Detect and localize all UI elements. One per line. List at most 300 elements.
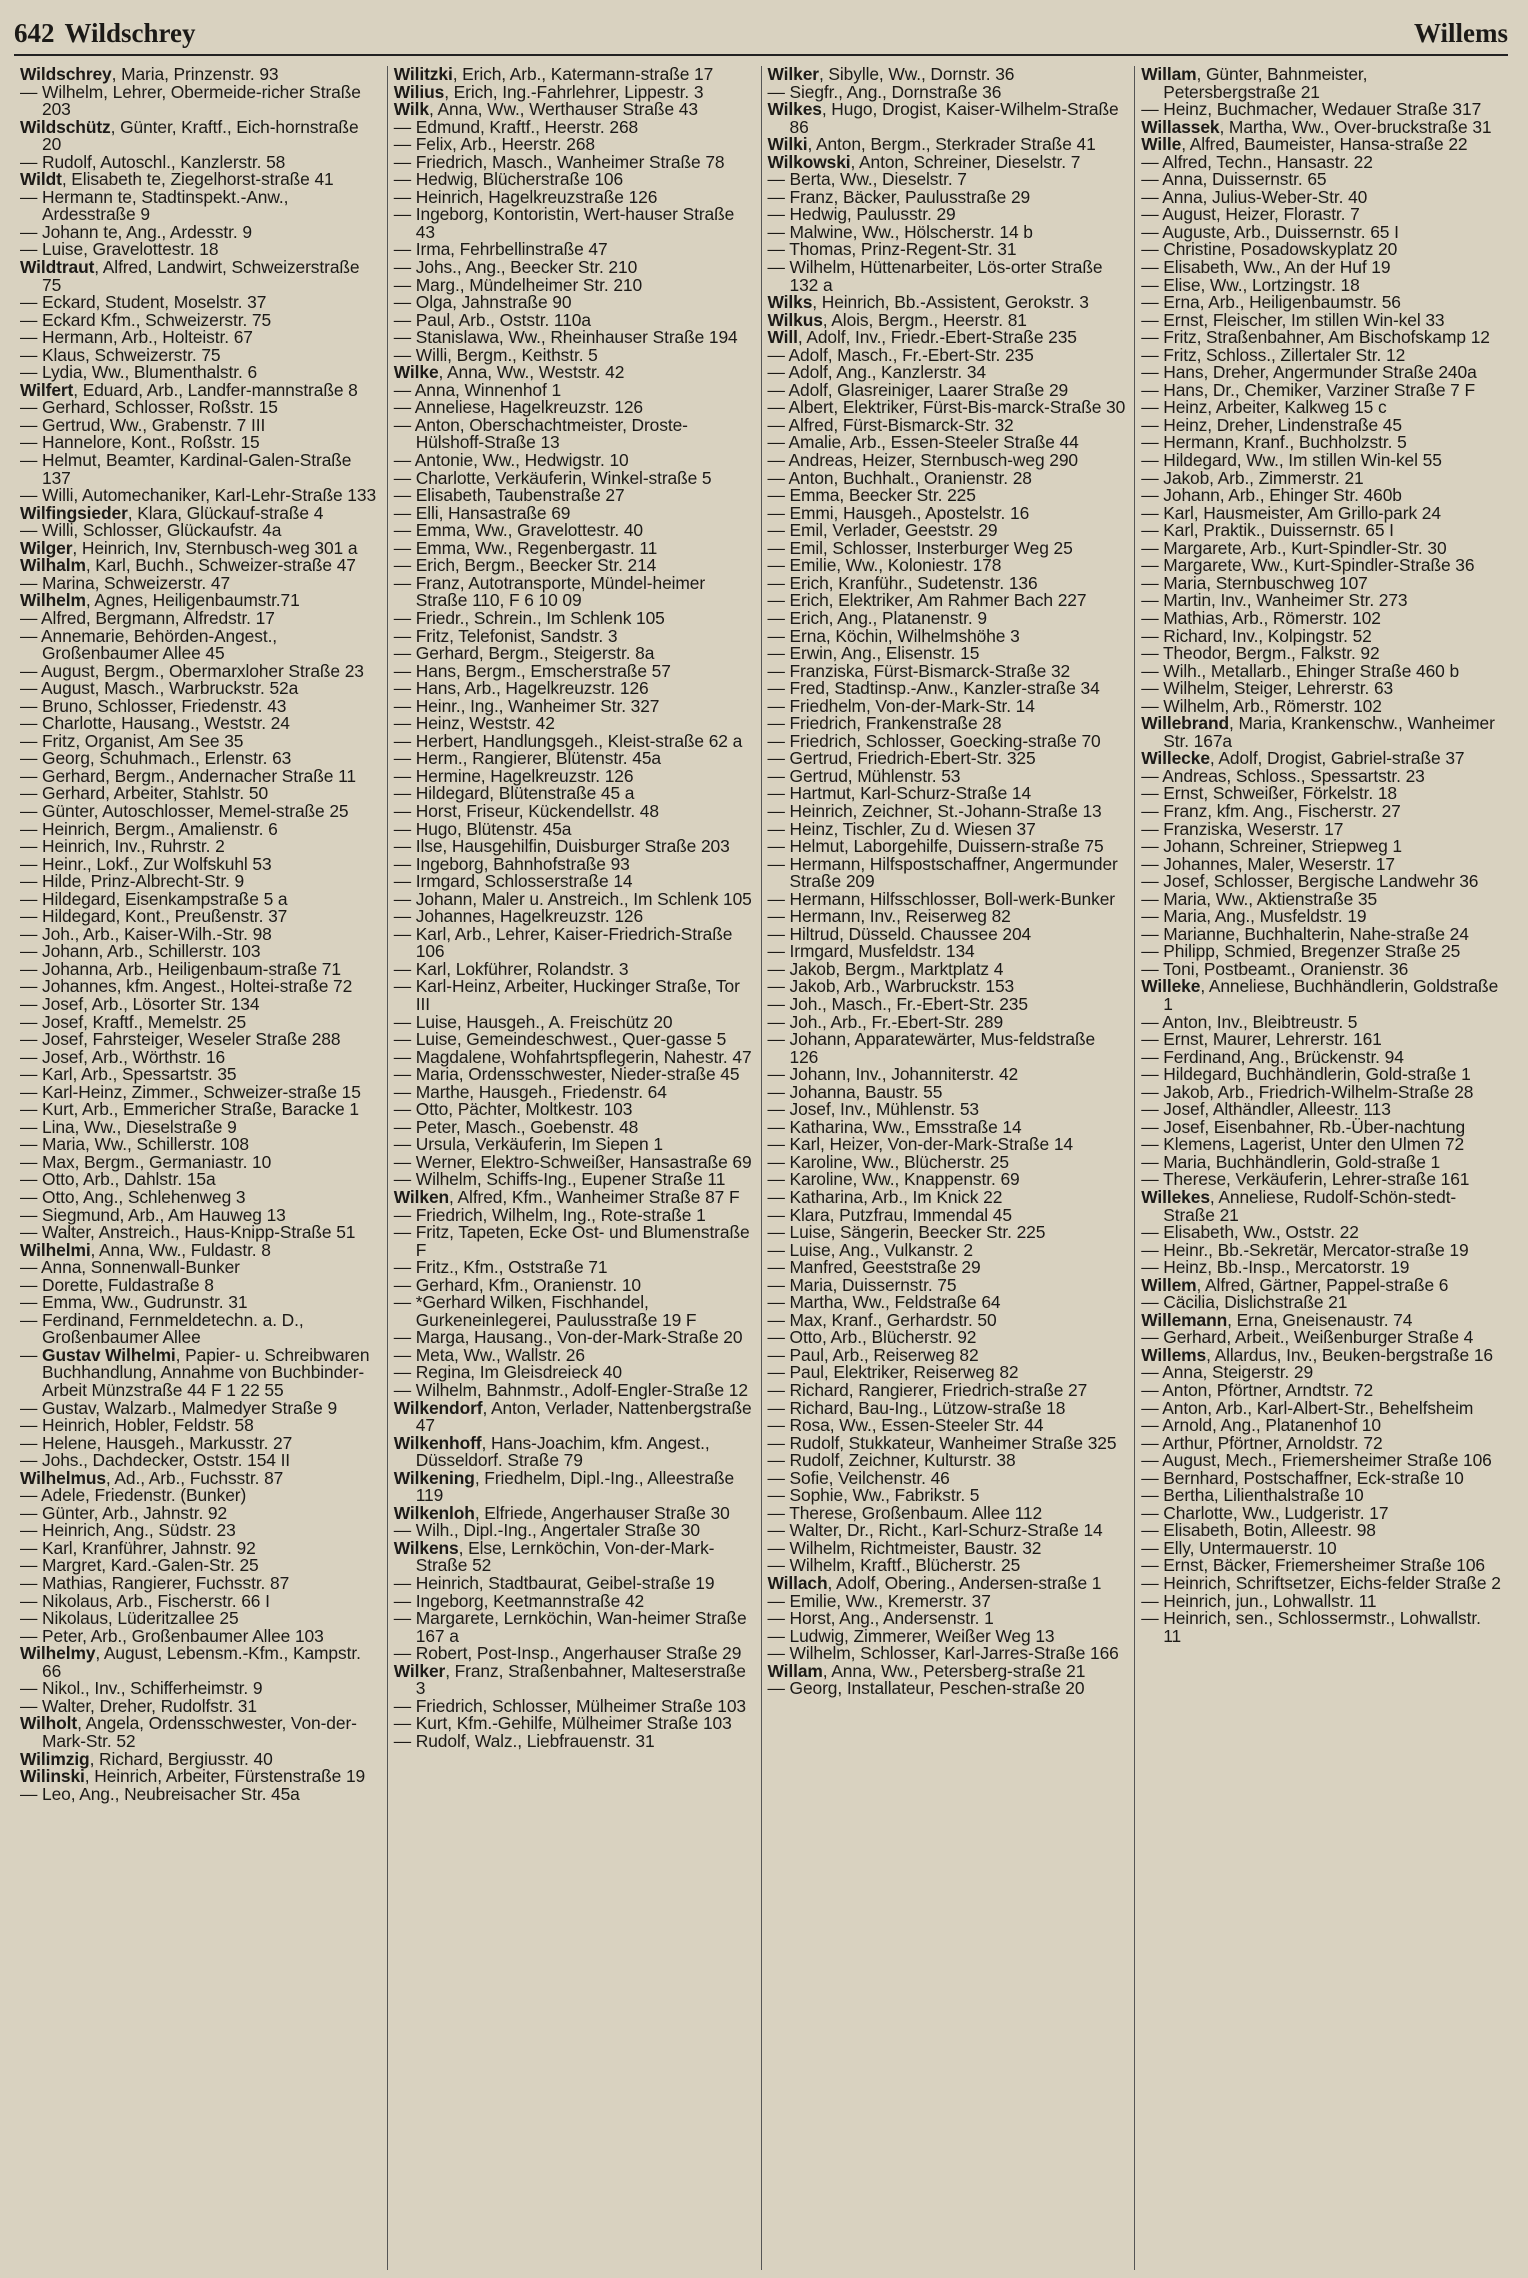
directory-entry: Willekes, Anneliese, Rudolf-Schön-stedt-Straße 21 <box>1141 1187 1457 1225</box>
directory-entry: Willeke, Anneliese, Buchhändlerin, Goldstraße 1 <box>1141 976 1499 1014</box>
entry-surname: Wilki <box>767 134 808 155</box>
directory-entry: Wilhelmi, Anna, Ww., Fuldastr. 8 <box>20 1239 271 1260</box>
directory-entry: — Hans, Dr., Chemiker, Varziner Straße 7 F <box>1141 379 1475 400</box>
entry-surname: Willemann <box>1141 1309 1228 1330</box>
directory-entry: Wilimzig, Richard, Bergiusstr. 40 <box>20 1748 273 1769</box>
directory-entry: — Hermann, Kranf., Buchholzstr. 5 <box>1141 432 1407 453</box>
directory-entry: — Luise, Hausgeh., A. Freischütz 20 <box>393 1011 673 1032</box>
directory-entry: Wille, Alfred, Baumeister, Hansa-straße 22 <box>1141 134 1468 155</box>
directory-entry: — Fritz, Straßenbahner, Am Bischofskamp 12 <box>1141 327 1490 348</box>
directory-entry: — Marianne, Buchhalterin, Nahe-straße 24 <box>1141 923 1469 944</box>
directory-entry: — Josef, Eisenbahner, Rb.-Über-nachtung <box>1141 1116 1466 1137</box>
directory-entry: — Therese, Verkäuferin, Lehrer-straße 161 <box>1141 1169 1470 1190</box>
directory-entry: — Klaus, Schweizerstr. 75 <box>20 344 221 365</box>
entry-surname: Wilhelmy <box>20 1643 96 1664</box>
directory-entry: — Karl-Heinz, Arbeiter, Huckinger Straße, Tor III <box>393 976 740 1014</box>
directory-entry: — Jakob, Arb., Zimmerstr. 21 <box>1141 467 1364 488</box>
entry-surname: Wilkenloh <box>393 1502 475 1523</box>
directory-entry: Wilhelm, Agnes, Heiligenbaumstr.71 <box>20 590 300 611</box>
directory-entry: — Willi, Schlosser, Glückaufstr. 4a <box>20 520 282 541</box>
directory-entry: — Mathias, Arb., Römerstr. 102 <box>1141 607 1381 628</box>
directory-entry: Wilke, Anna, Ww., Weststr. 42 <box>393 362 625 383</box>
directory-entry: — Andreas, Schloss., Spessartstr. 23 <box>1141 765 1425 786</box>
directory-entry: — Rudolf, Autoschl., Kanzlerstr. 58 <box>20 151 286 172</box>
directory-entry: Wilkus, Alois, Bergm., Heerstr. 81 <box>767 309 1027 330</box>
directory-entry: — Hildegard, Blütenstraße 45 a <box>393 783 635 804</box>
directory-entry: — Klemens, Lagerist, Unter den Ulmen 72 <box>1141 1134 1465 1155</box>
directory-entry: — Maria, Duissernstr. 75 <box>767 1274 957 1295</box>
directory-entry: — Helmut, Laborgehilfe, Duissern-straße 75 <box>767 836 1104 857</box>
directory-entry: Wilkenloh, Elfriede, Angerhauser Straße 30 <box>393 1502 730 1523</box>
entry-surname: Willam <box>1141 66 1197 84</box>
directory-entry: — Johann, Arb., Ehinger Str. 460b <box>1141 485 1402 506</box>
directory-entry: — Edmund, Kraftf., Heerstr. 268 <box>393 116 639 137</box>
directory-entry: Wilki, Anton, Bergm., Sterkrader Straße 41 <box>767 134 1096 155</box>
directory-entry: — Bruno, Schlosser, Friedenstr. 43 <box>20 695 287 716</box>
header-left <box>14 18 196 49</box>
directory-entry: — Nikol., Inv., Schifferheimstr. 9 <box>20 1678 263 1699</box>
directory-entry: Willach, Adolf, Obering., Andersen-straße 1 <box>767 1573 1102 1594</box>
directory-entry: — Wilhelm, Richtmeister, Baustr. 32 <box>767 1537 1042 1558</box>
directory-entry: — Heinrich, Inv., Ruhrstr. 2 <box>20 836 225 857</box>
directory-entry: Willecke, Adolf, Drogist, Gabriel-straße 37 <box>1141 748 1465 769</box>
directory-entry: — Johann, Schreiner, Striepweg 1 <box>1141 836 1402 857</box>
directory-entry: — Manfred, Geeststraße 29 <box>767 1257 981 1278</box>
directory-entry: — Franz, kfm. Ang., Fischerstr. 27 <box>1141 800 1401 821</box>
directory-entry: — Alfred, Techn., Hansastr. 22 <box>1141 151 1373 172</box>
directory-entry: — Ursula, Verkäuferin, Im Siepen 1 <box>393 1134 663 1155</box>
directory-entry: — Wilh., Dipl.-Ing., Angertaler Straße 30 <box>393 1520 700 1541</box>
entry-surname: Wilkening <box>393 1467 475 1488</box>
directory-entry: — Adolf, Masch., Fr.-Ebert-Str. 235 <box>767 344 1034 365</box>
directory-entry: — Cäcilia, Dislichstraße 21 <box>1141 1292 1348 1313</box>
directory-entry: — Eckard Kfm., Schweizerstr. 75 <box>20 309 272 330</box>
directory-entry: Wildtraut, Alfred, Landwirt, Schweizerstraße 75 <box>20 257 360 295</box>
entry-surname: Wildt <box>20 169 62 190</box>
directory-entry: — Heinrich, Schriftsetzer, Eichs-felder Straße 2 <box>1141 1573 1501 1594</box>
directory-entry: — Nikolaus, Arb., Fischerstr. 66 I <box>20 1590 270 1611</box>
directory-entry: — Gustav Wilhelmi, Papier- u. Schreibwaren Buchhandlung, Annahme von Buchbinder-Arbeit Münzstraße 44 F 1 22 55 <box>20 1344 370 1401</box>
directory-entry: — Charlotte, Hausang., Weststr. 24 <box>20 713 290 734</box>
directory-entry: — Erich, Bergm., Beecker Str. 214 <box>393 555 657 576</box>
directory-entry: — Gerhard, Bergm., Andernacher Straße 11 <box>20 765 356 786</box>
directory-entry: — Gerhard, Arbeit., Weißenburger Straße 4 <box>1141 1327 1474 1348</box>
directory-entry: — Anna, Sonnenwall-Bunker <box>20 1257 240 1278</box>
directory-entry: — Luise, Sängerin, Beecker Str. 225 <box>767 1222 1046 1243</box>
directory-entry: Wilhelmy, August, Lebensm.-Kfm., Kampstr. 66 <box>20 1643 361 1681</box>
directory-entry: Willassek, Martha, Ww., Over-bruckstraße 31 <box>1141 116 1492 137</box>
directory-entry: — Nikolaus, Lüderitzallee 25 <box>20 1608 239 1629</box>
directory-entry: — Georg, Schuhmach., Erlenstr. 63 <box>20 748 292 769</box>
directory-entry: — Herm., Rangierer, Blütenstr. 45a <box>393 748 661 769</box>
directory-entry: — Hans, Bergm., Emscherstraße 57 <box>393 660 671 681</box>
directory-entry: — Erich, Elektriker, Am Rahmer Bach 227 <box>767 590 1087 611</box>
directory-entry: — Johann, Apparatewärter, Mus-feldstraße 126 <box>767 1029 1096 1067</box>
directory-entry: — Kurt, Arb., Emmericher Straße, Baracke 1 <box>20 1099 359 1120</box>
directory-entry: — Erwin, Ang., Elisenstr. 15 <box>767 643 980 664</box>
entry-surname: Gustav Wilhelmi <box>42 1344 176 1365</box>
directory-entry: — Ludwig, Zimmerer, Weißer Weg 13 <box>767 1625 1055 1646</box>
directory-entry: — Willi, Automechaniker, Karl-Lehr-Straße 133 <box>20 485 377 506</box>
directory-entry: — Josef, Schlosser, Bergische Landwehr 36 <box>1141 871 1479 892</box>
entry-surname: Wildschrey <box>20 66 112 84</box>
directory-entry: — Richard, Inv., Kolpingstr. 52 <box>1141 625 1372 646</box>
directory-entry: — Gerhard, Schlosser, Roßstr. 15 <box>20 397 278 418</box>
directory-entry: — Siegfr., Ang., Dornstraße 36 <box>767 81 1002 102</box>
directory-entry: Wildschrey, Maria, Prinzenstr. 93 <box>20 66 279 84</box>
directory-entry: — Charlotte, Ww., Ludgeristr. 17 <box>1141 1502 1389 1523</box>
directory-entry: — Heinrich, Bergm., Amalienstr. 6 <box>20 818 278 839</box>
directory-entry: — Friedr., Schrein., Im Schlenk 105 <box>393 607 665 628</box>
directory-entry: — Karoline, Ww., Blücherstr. 25 <box>767 1151 1009 1172</box>
directory-entry: — Günter, Autoschlosser, Memel-straße 25 <box>20 800 349 821</box>
directory-entry: — Lina, Ww., Dieselstraße 9 <box>20 1116 237 1137</box>
directory-entry: — Joh., Arb., Kaiser-Wilh.-Str. 98 <box>20 923 272 944</box>
directory-entry: — Walter, Dr., Richt., Karl-Schurz-Straße 14 <box>767 1520 1103 1541</box>
directory-entry: — Peter, Arb., Großenbaumer Allee 103 <box>20 1625 324 1646</box>
directory-entry: — Friedhelm, Von-der-Mark-Str. 14 <box>767 695 1035 716</box>
directory-entry: — Alfred, Bergmann, Alfredstr. 17 <box>20 607 275 628</box>
directory-entry: — Anneliese, Hagelkreuzstr. 126 <box>393 397 643 418</box>
directory-entry: Wilkendorf, Anton, Verlader, Nattenbergstraße 47 <box>393 1397 752 1436</box>
entry-surname: Wilken <box>393 1187 450 1207</box>
directory-entry: — Karl, Kranführer, Jahnstr. 92 <box>20 1537 256 1558</box>
page-number: 642 <box>14 18 55 48</box>
directory-entry: — Rosa, Ww., Essen-Steeler Str. 44 <box>767 1415 1044 1436</box>
directory-entry: — Ferdinand, Fernmeldetechn. a. D., Großenbaumer Allee <box>20 1309 304 1348</box>
directory-entry: — Wilh., Metallarb., Ehinger Straße 460 b <box>1141 660 1460 681</box>
directory-entry: — Marina, Schweizerstr. 47 <box>20 572 231 593</box>
entry-surname: Wilkowski <box>767 151 851 172</box>
directory-entry: — August, Mech., Friemersheimer Straße 106 <box>1141 1450 1492 1471</box>
directory-entry: — *Gerhard Wilken, Fischhandel, Gurkeneinlegerei, Paulusstraße 19 F <box>393 1292 697 1330</box>
directory-entry: — Elisabeth, Ww., Oststr. 22 <box>1141 1222 1359 1243</box>
directory-entry: Wilker, Sibylle, Ww., Dornstr. 36 <box>767 66 1015 84</box>
directory-entry: — Irma, Fehrbellinstraße 47 <box>393 239 608 260</box>
entry-surname: Willebrand <box>1141 713 1229 734</box>
directory-entry: Willem, Alfred, Gärtner, Pappel-straße 6 <box>1141 1274 1449 1295</box>
directory-entry: — Johs., Dachdecker, Oststr. 154 II <box>20 1450 291 1471</box>
directory-entry: — Hermann, Hilfspostschaffner, Angermunder Straße 209 <box>767 853 1118 892</box>
entry-surname: Wilker <box>393 1660 446 1681</box>
column-2 <box>388 66 762 2270</box>
directory-entry: Will, Adolf, Inv., Friedr.-Ebert-Straße 235 <box>767 327 1077 348</box>
directory-entry: — Klara, Putzfrau, Immendal 45 <box>767 1204 1012 1225</box>
directory-entry: — Regina, Im Gleisdreieck 40 <box>393 1362 622 1383</box>
directory-entry: — Fritz, Organist, Am See 35 <box>20 730 244 751</box>
entry-surname: Willeke <box>1141 976 1201 997</box>
entry-surname: Wilkenhoff <box>393 1432 482 1453</box>
directory-entry: Wilger, Heinrich, Inv, Sternbusch-weg 301 a <box>20 537 358 558</box>
directory-entry: — Josef, Arb., Wörthstr. 16 <box>20 1046 226 1067</box>
directory-entry: Wildt, Elisabeth te, Ziegelhorst-straße 41 <box>20 169 334 190</box>
directory-entry: Wilhalm, Karl, Buchh., Schweizer-straße 47 <box>20 555 356 576</box>
directory-entry: — Meta, Ww., Wallstr. 26 <box>393 1344 585 1365</box>
directory-entry: — Hedwig, Paulusstr. 29 <box>767 204 956 225</box>
directory-entry: — Fritz., Kfm., Oststraße 71 <box>393 1257 608 1278</box>
directory-entry: — Anton, Oberschachtmeister, Droste-Hülshoff-Straße 13 <box>393 414 688 453</box>
directory-entry: — Lydia, Ww., Blumenthalstr. 6 <box>20 362 258 383</box>
directory-entry: — Elly, Untermauerstr. 10 <box>1141 1537 1337 1558</box>
directory-entry: — Horst, Friseur, Kückendellstr. 48 <box>393 800 659 821</box>
directory-entry: — Annemarie, Behörden-Angest., Großenbaumer Allee 45 <box>20 625 278 664</box>
directory-entry: — Johannes, kfm. Angest., Holtei-straße 72 <box>20 976 353 997</box>
directory-entry: — Karl, Heizer, Von-der-Mark-Straße 14 <box>767 1134 1073 1155</box>
directory-entry: — Hilde, Prinz-Albrecht-Str. 9 <box>20 871 245 892</box>
directory-entry: — Irmgard, Schlosserstraße 14 <box>393 871 633 892</box>
directory-entry: — Jakob, Bergm., Marktplatz 4 <box>767 958 1004 979</box>
directory-entry: — Emmi, Hausgeh., Apostelstr. 16 <box>767 502 1030 523</box>
directory-entry: — Anton, Arb., Karl-Albert-Str., Behelfsheim <box>1141 1397 1474 1418</box>
directory-entry: — Erna, Köchin, Wilhelmshöhe 3 <box>767 625 1020 646</box>
directory-entry: — Otto, Pächter, Moltkestr. 103 <box>393 1099 633 1120</box>
directory-entry: — Johanna, Baustr. 55 <box>767 1081 943 1102</box>
directory-entry: — August, Masch., Warbruckstr. 52a <box>20 678 299 699</box>
directory-entry: — Fritz, Schloss., Zillertaler Str. 12 <box>1141 344 1406 365</box>
directory-entry: — Heinrich, Zeichner, St.-Johann-Straße 13 <box>767 800 1102 821</box>
directory-entry: — Emilie, Ww., Kremerstr. 37 <box>767 1590 991 1611</box>
directory-entry: — Max, Bergm., Germaniastr. 10 <box>20 1151 272 1172</box>
directory-entry: — Anna, Winnenhof 1 <box>393 379 562 400</box>
entry-surname: Wilfingsieder <box>20 502 128 523</box>
directory-entry: — Gerhard, Arbeiter, Stahlstr. 50 <box>20 783 269 804</box>
directory-entry: — Hans, Arb., Hagelkreuzstr. 126 <box>393 678 649 699</box>
directory-entry: Willam, Anna, Ww., Petersberg-straße 21 <box>767 1660 1086 1681</box>
directory-entry: — Wilhelm, Schiffs-Ing., Eupener Straße 11 <box>393 1169 726 1190</box>
directory-entry: — Franz, Autotransporte, Mündel-heimer Straße 110, F 6 10 09 <box>393 572 706 611</box>
directory-entry: Wilkenhoff, Hans-Joachim, kfm. Angest., Düsseldorf. Straße 79 <box>393 1432 710 1471</box>
directory-entry: — Elli, Hansastraße 69 <box>393 502 571 523</box>
directory-entry: — Theodor, Bergm., Falkstr. 92 <box>1141 643 1380 664</box>
directory-entry: — Paul, Elektriker, Reiserweg 82 <box>767 1362 1019 1383</box>
directory-entry: — Gerhard, Kfm., Oranienstr. 10 <box>393 1274 641 1295</box>
directory-entry: — Friedrich, Wilhelm, Ing., Rote-straße 1 <box>393 1204 706 1225</box>
directory-entry: Wilholt, Angela, Ordensschwester, Von-der-Mark-Str. 52 <box>20 1713 357 1751</box>
directory-entry: — Johann, Arb., Schillerstr. 103 <box>20 941 261 962</box>
directory-entry: — Magdalene, Wohfahrtspflegerin, Nahestr. 47 <box>393 1046 752 1067</box>
directory-entry: — Anton, Inv., Bleibtreustr. 5 <box>1141 1011 1358 1032</box>
entry-surname: Willem <box>1141 1274 1197 1295</box>
directory-entry: — Anton, Pförtner, Arndtstr. 72 <box>1141 1380 1374 1401</box>
directory-entry: — Gertrud, Mühlenstr. 53 <box>767 765 961 786</box>
directory-entry: Wilinski, Heinrich, Arbeiter, Fürstenstraße 19 <box>20 1766 366 1787</box>
directory-entry: — Margarete, Arb., Kurt-Spindler-Str. 30 <box>1141 537 1447 558</box>
directory-entry: — Hartmut, Karl-Schurz-Straße 14 <box>767 783 1032 804</box>
directory-entry: — Joh., Arb., Fr.-Ebert-Str. 289 <box>767 1011 1004 1032</box>
directory-entry: — Robert, Post-Insp., Angerhauser Straße 29 <box>393 1643 742 1664</box>
directory-entry: — Siegmund, Arb., Am Hauweg 13 <box>20 1204 286 1225</box>
directory-entry: — Paul, Arb., Reiserweg 82 <box>767 1344 979 1365</box>
directory-entry: — Albert, Elektriker, Fürst-Bis-marck-Straße 30 <box>767 397 1126 418</box>
directory-entry: — Wilhelm, Bahnmstr., Adolf-Engler-Straße 12 <box>393 1380 748 1401</box>
directory-entry: — Charlotte, Verkäuferin, Winkel-straße 5 <box>393 467 712 488</box>
page-header <box>14 14 1508 56</box>
directory-entry: — Ernst, Maurer, Lehrerstr. 161 <box>1141 1029 1382 1050</box>
directory-entry: — Dorette, Fuldastraße 8 <box>20 1274 214 1295</box>
directory-entry: — Karl, Arb., Lehrer, Kaiser-Friedrich-Straße 106 <box>393 923 733 962</box>
directory-entry: — Maria, Ang., Musfeldstr. 19 <box>1141 906 1367 927</box>
directory-entry: — Peter, Masch., Goebenstr. 48 <box>393 1116 639 1137</box>
directory-entry: — Elisabeth, Botin, Alleestr. 98 <box>1141 1520 1376 1541</box>
directory-entry: — Anton, Buchhalt., Oranienstr. 28 <box>767 467 1032 488</box>
directory-entry: — Fritz, Tapeten, Ecke Ost- und Blumenstraße F <box>393 1222 750 1260</box>
directory-entry: — Karl, Praktik., Duissernstr. 65 I <box>1141 520 1394 541</box>
directory-entry: — Josef, Arb., Lösorter Str. 134 <box>20 993 260 1014</box>
directory-entry: — Adele, Friedenstr. (Bunker) <box>20 1485 247 1506</box>
directory-entry: — Leo, Ang., Neubreisacher Str. 45a <box>20 1783 300 1804</box>
directory-entry: — Friedrich, Schlosser, Mülheimer Straße 103 <box>393 1695 746 1716</box>
directory-entry: — Heinrich, Hobler, Feldstr. 58 <box>20 1415 254 1436</box>
directory-entry: — Philipp, Schmied, Bregenzer Straße 25 <box>1141 941 1461 962</box>
entry-surname: Willems <box>1141 1344 1207 1365</box>
directory-entry: — Luise, Ang., Vulkanstr. 2 <box>767 1239 973 1260</box>
directory-entry: — Max, Kranf., Gerhardstr. 50 <box>767 1309 997 1330</box>
entry-surname: Willassek <box>1141 116 1220 137</box>
directory-entry: — Margarete, Lernköchin, Wan-heimer Straße 167 a <box>393 1608 747 1646</box>
directory-entry: — Heinz, Buchmacher, Wedauer Straße 317 <box>1141 99 1482 120</box>
directory-entry: — Hans, Dreher, Angermunder Straße 240a <box>1141 362 1477 383</box>
directory-entry: — Hildegard, Buchhändlerin, Gold-straße 1 <box>1141 1064 1471 1085</box>
directory-entry: Wilkens, Else, Lernköchin, Von-der-Mark-Straße 52 <box>393 1537 715 1576</box>
directory-entry: — Ernst, Bäcker, Friemersheimer Straße 106 <box>1141 1555 1485 1576</box>
entry-surname: Wilfert <box>20 379 74 400</box>
entry-surname: Wille <box>1141 134 1182 155</box>
directory-entry: — Josef, Inv., Mühlenstr. 53 <box>767 1099 979 1120</box>
directory-entry: — Richard, Rangierer, Friedrich-straße 27 <box>767 1380 1088 1401</box>
directory-entry: — Heinrich, Ang., Südstr. 23 <box>20 1520 236 1541</box>
directory-entry: — Otto, Arb., Blücherstr. 92 <box>767 1327 977 1348</box>
directory-entry: — Heinrich, jun., Lohwallstr. 11 <box>1141 1590 1377 1611</box>
directory-entry: — August, Bergm., Obermarxloher Straße 23 <box>20 660 364 681</box>
directory-entry: — Heinz, Dreher, Lindenstraße 45 <box>1141 414 1402 435</box>
entry-surname: Will <box>767 327 798 348</box>
directory-entry: — Berta, Ww., Dieselstr. 7 <box>767 169 967 190</box>
directory-entry: — Emma, Ww., Regenbergastr. 11 <box>393 537 658 558</box>
directory-entry: — Hildegard, Eisenkampstraße 5 a <box>20 888 288 909</box>
entry-surname: Wilhelm <box>20 590 86 611</box>
directory-entry: — Franziska, Weserstr. 17 <box>1141 818 1344 839</box>
entry-surname: Willam <box>767 1660 823 1681</box>
directory-entry: — Paul, Arb., Oststr. 110a <box>393 309 591 330</box>
directory-entry: — Karl, Hausmeister, Am Grillo-park 24 <box>1141 502 1441 523</box>
entry-surname: Wilke <box>393 362 439 383</box>
directory-entry: — Heinz, Arbeiter, Kalkweg 15 c <box>1141 397 1387 418</box>
directory-entry: — Hildegard, Kont., Preußenstr. 37 <box>20 906 288 927</box>
directory-entry: — Therese, Großenbaum. Allee 112 <box>767 1502 1043 1523</box>
directory-entry: — Bernhard, Postschaffner, Eck-straße 10 <box>1141 1467 1464 1488</box>
directory-entry: — Malwine, Ww., Hölscherstr. 14 b <box>767 221 1033 242</box>
directory-entry: — Ernst, Fleischer, Im stillen Win-kel 33 <box>1141 309 1445 330</box>
directory-entry: — Margarete, Ww., Kurt-Spindler-Straße 36 <box>1141 555 1475 576</box>
directory-entry: — Gerhard, Bergm., Steigerstr. 8a <box>393 643 655 664</box>
directory-entry: — Eckard, Student, Moselstr. 37 <box>20 292 267 313</box>
header-first-entry: Wildschrey <box>64 18 196 48</box>
directory-entry: — Georg, Installateur, Peschen-straße 20 <box>767 1678 1085 1699</box>
directory-entry: — Bertha, Lilienthalstraße 10 <box>1141 1485 1364 1506</box>
entry-surname: Wilk <box>393 99 429 120</box>
directory-entry: — Antonie, Ww., Hedwigstr. 10 <box>393 450 629 471</box>
entry-surname: Wilkus <box>767 309 823 330</box>
directory-entry: — Wilhelm, Steiger, Lehrerstr. 63 <box>1141 678 1394 699</box>
directory-entry: — Friedrich, Schlosser, Goecking-straße 70 <box>767 730 1101 751</box>
directory-entry: — Johann, Inv., Johanniterstr. 42 <box>767 1064 1019 1085</box>
directory-entry: — Heinz, Bb.-Insp., Mercatorstr. 19 <box>1141 1257 1410 1278</box>
directory-entry: — Helmut, Beamter, Kardinal-Galen-Straße 137 <box>20 450 352 488</box>
directory-entry: — Amalie, Arb., Essen-Steeler Straße 44 <box>767 432 1079 453</box>
entry-surname: Wildschütz <box>20 116 111 137</box>
directory-entry: — Emilie, Ww., Koloniestr. 178 <box>767 555 1002 576</box>
entry-surname: Willekes <box>1141 1187 1210 1207</box>
directory-entry: — Adolf, Glasreiniger, Laarer Straße 29 <box>767 379 1069 400</box>
entry-surname: Wilitzki <box>393 66 453 84</box>
directory-entry: — Heinr., Ing., Wanheimer Str. 327 <box>393 695 660 716</box>
directory-entry: Wilfert, Eduard, Arb., Landfer-mannstraße 8 <box>20 379 358 400</box>
directory-entry: — Ernst, Schweißer, Förkelstr. 18 <box>1141 783 1397 804</box>
directory-entry: — Johannes, Hagelkreuzstr. 126 <box>393 906 644 927</box>
entry-surname: Wilks <box>767 292 813 313</box>
directory-entry: — Erich, Kranführ., Sudetenstr. 136 <box>767 572 1038 593</box>
directory-entry: — Marg., Mündelheimer Str. 210 <box>393 274 643 295</box>
directory-entry: — Christine, Posadowskyplatz 20 <box>1141 239 1398 260</box>
directory-entry: — Richard, Bau-Ing., Lützow-straße 18 <box>767 1397 1066 1418</box>
directory-entry: — Arnold, Ang., Platanenhof 10 <box>1141 1415 1381 1436</box>
directory-entry: — Anna, Duissernstr. 65 <box>1141 169 1327 190</box>
directory-entry: — Emma, Ww., Gravelottestr. 40 <box>393 520 643 541</box>
directory-entry: — Sophie, Ww., Fabrikstr. 5 <box>767 1485 980 1506</box>
directory-entry: — Jakob, Arb., Friedrich-Wilhelm-Straße 28 <box>1141 1081 1474 1102</box>
directory-entry: — Ferdinand, Ang., Brückenstr. 94 <box>1141 1046 1404 1067</box>
directory-entry: Wilius, Erich, Ing.-Fahrlehrer, Lippestr. 3 <box>393 81 704 102</box>
directory-entry: — Günter, Arb., Jahnstr. 92 <box>20 1502 228 1523</box>
directory-entry: — Maria, Ordensschwester, Nieder-straße 45 <box>393 1064 740 1085</box>
directory-entry: — August, Heizer, Florastr. 7 <box>1141 204 1360 225</box>
directory-entry: Wildschütz, Günter, Kraftf., Eich-hornstraße 20 <box>20 116 359 155</box>
directory-entry: — Hedwig, Blücherstraße 106 <box>393 169 624 190</box>
directory-entry: — Franz, Bäcker, Paulusstraße 29 <box>767 186 1031 207</box>
directory-entry: — Gertrud, Ww., Grabenstr. 7 III <box>20 414 266 435</box>
directory-entry: — Heinrich, Hagelkreuzstraße 126 <box>393 186 658 207</box>
directory-entry: — Horst, Ang., Andersenstr. 1 <box>767 1608 994 1629</box>
directory-entry: — Heinrich, Stadtbaurat, Geibel-straße 19 <box>393 1573 715 1594</box>
directory-entry: — Werner, Elektro-Schweißer, Hansastraße 69 <box>393 1151 752 1172</box>
directory-entry: — Heinr., Bb.-Sekretär, Mercator-straße 19 <box>1141 1239 1469 1260</box>
entry-surname: Willecke <box>1141 748 1210 769</box>
entry-surname: Wilhelmus <box>20 1467 106 1488</box>
directory-entry: — Johannes, Maler, Weserstr. 17 <box>1141 853 1395 874</box>
directory-entry: — Felix, Arb., Heerstr. 268 <box>393 134 595 155</box>
directory-entry: — Alfred, Fürst-Bismarck-Str. 32 <box>767 414 1014 435</box>
directory-entry: — Adolf, Ang., Kanzlerstr. 34 <box>767 362 986 383</box>
header-last-entry: Willems <box>1414 18 1508 48</box>
entry-surname: Wilkendorf <box>393 1397 483 1418</box>
directory-entry: — Joh., Masch., Fr.-Ebert-Str. 235 <box>767 993 1028 1014</box>
directory-entry: — Hannelore, Kont., Roßstr. 15 <box>20 432 260 453</box>
directory-entry: — Josef, Fahrsteiger, Weseler Straße 288 <box>20 1029 341 1050</box>
directory-entry: — Rudolf, Walz., Liebfrauenstr. 31 <box>393 1730 655 1751</box>
directory-entry: Wilfingsieder, Klara, Glückauf-straße 4 <box>20 502 324 523</box>
directory-entry: — Katharina, Arb., Im Knick 22 <box>767 1187 1003 1207</box>
directory-entry: — Gertrud, Friedrich-Ebert-Str. 325 <box>767 748 1036 769</box>
entry-surname: Willach <box>767 1573 828 1594</box>
directory-entry: — Erich, Ang., Platanenstr. 9 <box>767 607 987 628</box>
column-1 <box>14 66 388 2270</box>
directory-entry: Wilk, Anna, Ww., Werthauser Straße 43 <box>393 99 698 120</box>
directory-entry: — Maria, Ww., Schillerstr. 108 <box>20 1134 249 1155</box>
directory-entry: — Stanislawa, Ww., Rheinhauser Straße 194 <box>393 327 738 348</box>
directory-entry: Willemann, Erna, Gneisenaustr. 74 <box>1141 1309 1413 1330</box>
directory-entry: — Herbert, Handlungsgeh., Kleist-straße 62 a <box>393 730 743 751</box>
directory-entry: — Erna, Arb., Heiligenbaumstr. 56 <box>1141 292 1401 313</box>
